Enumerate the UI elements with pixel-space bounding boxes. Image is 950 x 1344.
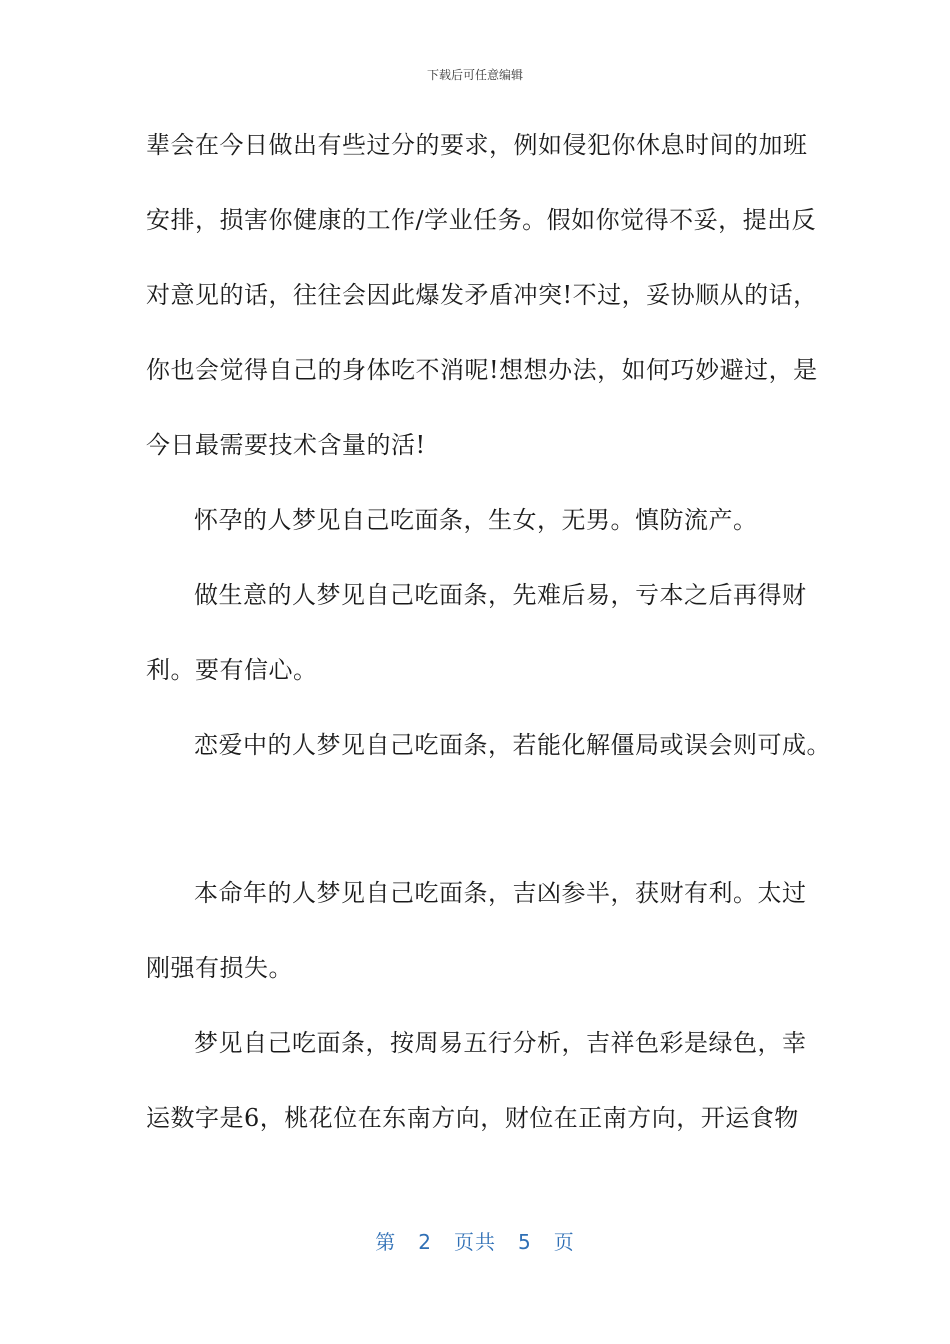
body-line: 运数字是6，桃花位在东南方向，财位在正南方向，开运食物	[146, 1104, 799, 1132]
body-line: 刚强有损失。	[146, 954, 293, 982]
body-line: 今日最需要技术含量的活!	[146, 431, 426, 459]
paragraph-business: 做生意的人梦见自己吃面条，先难后易，亏本之后再得财	[194, 581, 807, 609]
footer-prefix: 第	[375, 1230, 397, 1254]
footer-suffix: 页	[553, 1230, 575, 1254]
body-line: 利。要有信心。	[146, 656, 318, 684]
paragraph-zodiac-year: 本命年的人梦见自己吃面条，吉凶参半，获财有利。太过	[194, 879, 807, 907]
body-line: 对意见的话，往往会因此爆发矛盾冲突!不过，妥协顺从的话，	[146, 281, 818, 309]
footer-total-pages: 5	[518, 1230, 532, 1254]
paragraph-pregnant: 怀孕的人梦见自己吃面条，生女，无男。慎防流产。	[194, 506, 758, 534]
paragraph-romance: 恋爱中的人梦见自己吃面条，若能化解僵局或误会则可成。	[194, 731, 831, 759]
footer-middle: 页共	[454, 1230, 496, 1254]
paragraph-five-elements: 梦见自己吃面条，按周易五行分析，吉祥色彩是绿色，幸	[194, 1029, 807, 1057]
footer-page-number: 2	[418, 1230, 432, 1254]
page-footer	[0, 1226, 950, 1255]
body-line: 你也会觉得自己的身体吃不消呢!想想办法，如何巧妙避过，是	[146, 356, 818, 384]
header-note: 下载后可任意编辑	[426, 68, 523, 82]
body-line: 辈会在今日做出有些过分的要求，例如侵犯你休息时间的加班	[146, 131, 808, 159]
body-line: 安排，损害你健康的工作/学业任务。假如你觉得不妥，提出反	[146, 206, 817, 234]
